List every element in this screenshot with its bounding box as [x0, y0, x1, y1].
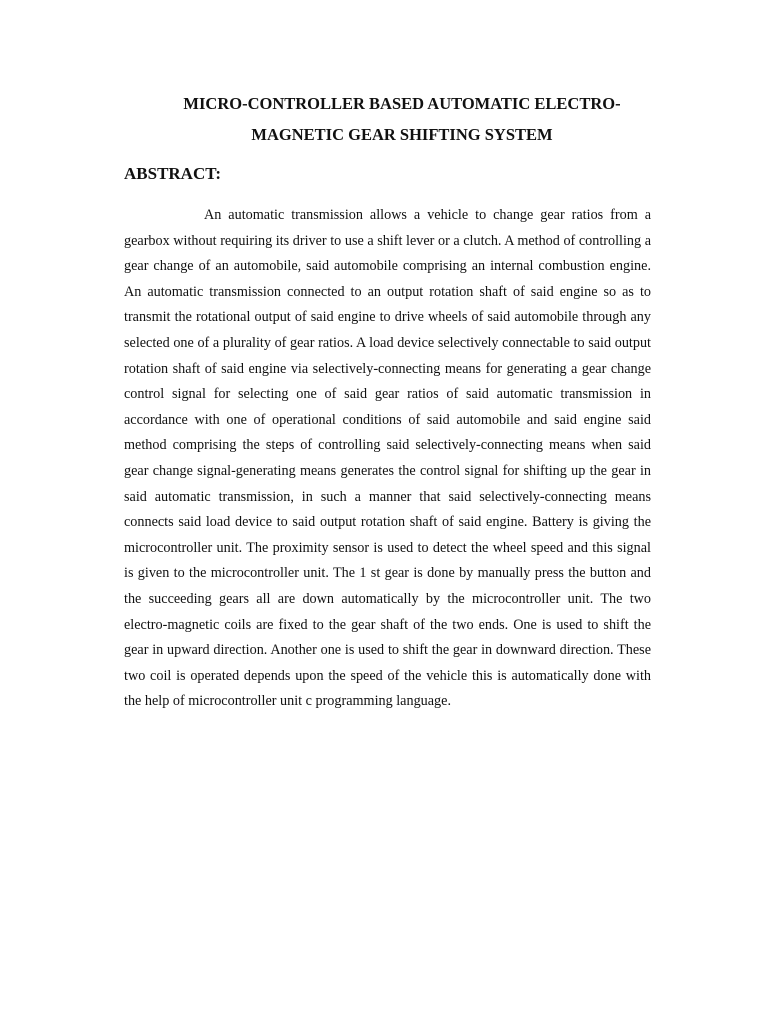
- title-line-2: MAGNETIC GEAR SHIFTING SYSTEM: [251, 125, 553, 144]
- title-line-1: MICRO-CONTROLLER BASED AUTOMATIC ELECTRO-: [183, 94, 621, 113]
- abstract-paragraph: An automatic transmission allows a vehicle to change gear ratios from a gearbox without requiring its driver to use a shift lever or a clutch. A method of controlling a gear change of an automobile, said automobile comprising an internal combustion engine. An automatic transmission connected to an output rotation shaft of said engine so as to transmit the rotational output of said engine to drive wheels of said automobile through any selected one of a plurality of gear ratios. A load device selectively connectable to said output rotation shaft of said engine via selectively-connecting means for generating a gear change control signal for selecting one of said gear ratios of said automatic transmission in accordance with one of operational conditions of said automobile and said engine said method comprising the steps of controlling said selectively-connecting means when said gear change signal-generating means generates the control signal for shifting up the gear in said automatic transmission, in such a manner that said selectively-connecting means connects said load device to said output rotation shaft of said engine. Battery is giving the microcontroller unit. The proximity sensor is used to detect the wheel speed and this signal is given to the microcontroller unit. The 1 st gear is done by manually press the button and the succeeding gears all are down automatically by the microcontroller unit. The two electro-magnetic coils are fixed to the gear shaft of the two ends. One is used to shift the gear in upward direction. Another one is used to shift the gear in downward direction. These two coil is operated depends upon the speed of the vehicle this is automatically done with the help of microcontroller unit c programming language.: [124, 207, 651, 710]
- document-title: [124, 88, 680, 150]
- abstract-heading: ABSTRACT:: [124, 164, 221, 183]
